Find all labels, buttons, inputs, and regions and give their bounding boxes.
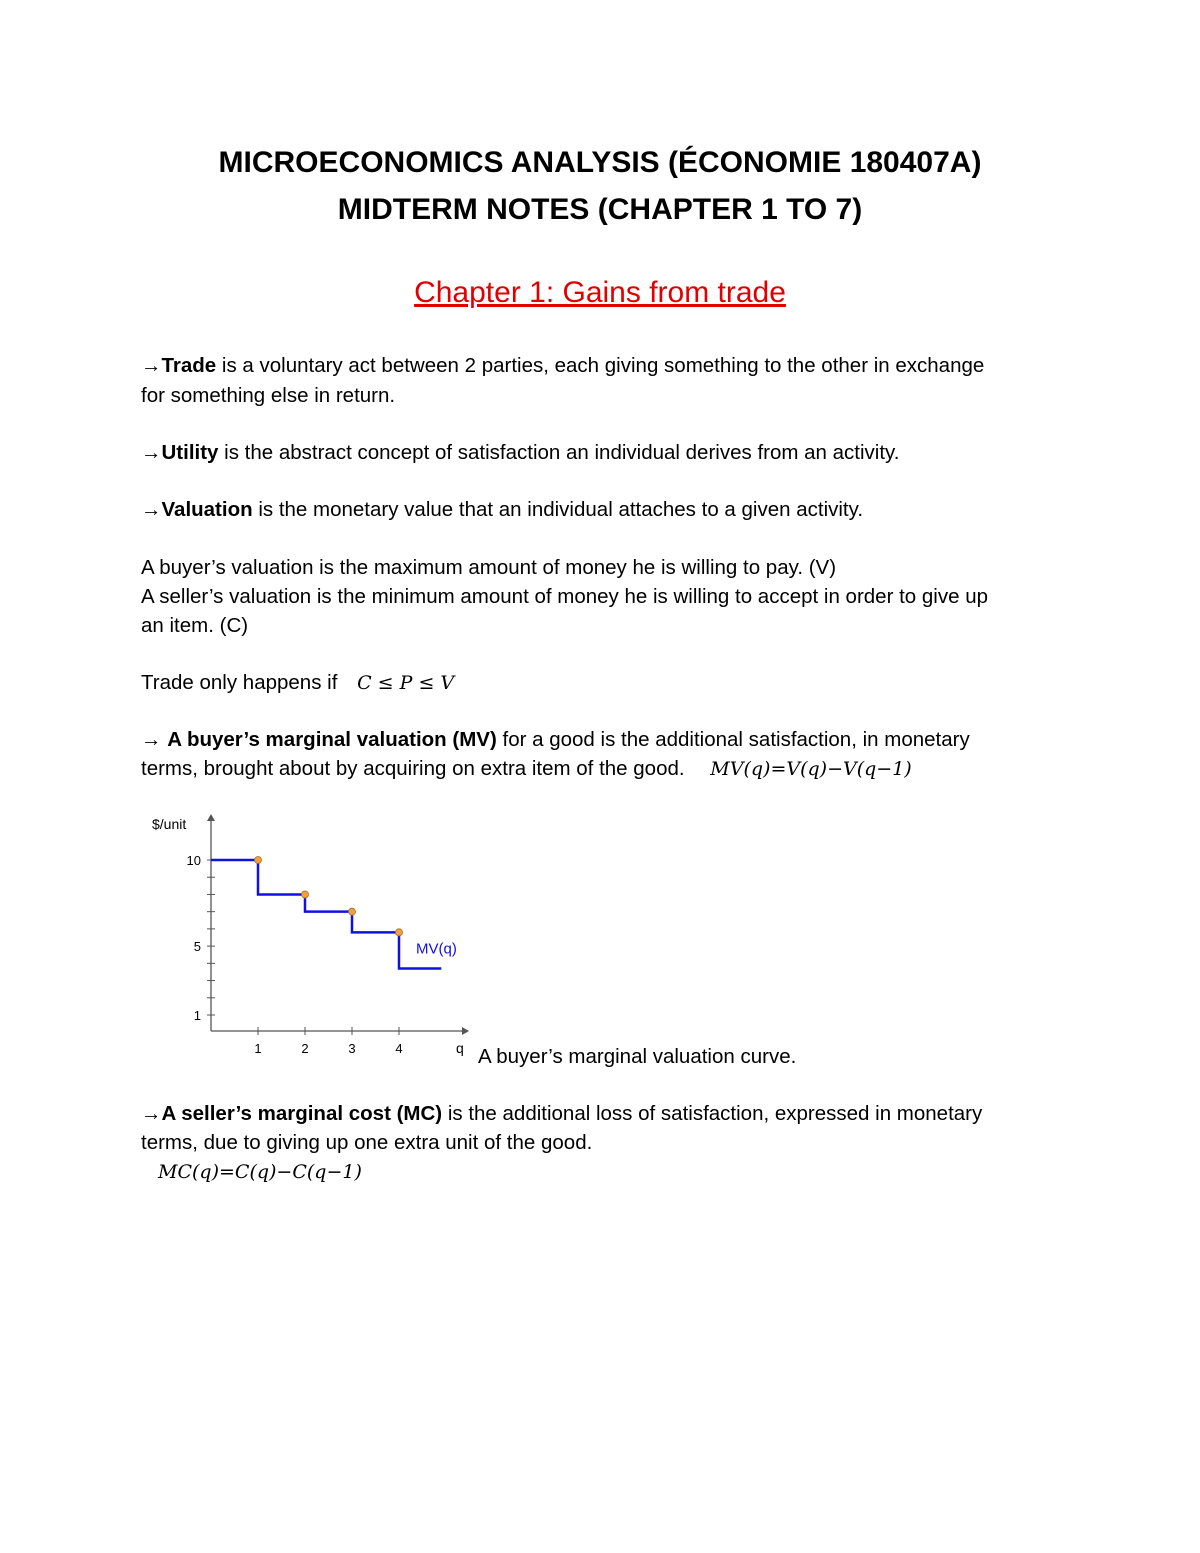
valuation-definition-text: is the monetary value that an individual attaches to a given activity. [252, 498, 864, 521]
mv-point [255, 857, 262, 864]
mc-formula-text: MC(q)=C(q)−C(q−1) [158, 1161, 362, 1183]
series-label-mv: MV(q) [416, 940, 457, 958]
document-title-line-2: MIDTERM NOTES (CHAPTER 1 TO 7) [337, 193, 863, 226]
y-tick-label: 5 [193, 939, 201, 955]
trade-condition [141, 671, 454, 695]
utility-definition-text: is the abstract concept of satisfaction an individual derives from an activity. [218, 441, 900, 464]
arrow-icon: → [141, 354, 162, 377]
mv-definition-text-2: terms, brought about by acquiring on extra item of the good. [141, 757, 685, 780]
marginal-valuation-chart [140, 810, 480, 1060]
mc-term: A seller’s marginal cost (MC) [161, 1102, 443, 1125]
mc-definition-line-2: terms, due to giving up one extra unit of the good. [141, 1131, 593, 1154]
seller-valuation-line-1: A seller’s valuation is the minimum amount of money he is willing to accept in order to give up [141, 585, 988, 608]
chapter-heading: Chapter 1: Gains from trade [414, 276, 786, 309]
trade-condition-formula: C ≤ P ≤ V [357, 672, 455, 694]
arrow-icon: → [141, 498, 162, 521]
trade-definition-line-2: for something else in return. [141, 384, 396, 407]
trade-definition-text: is a voluntary act between 2 parties, each giving something to the other in exchange [216, 354, 985, 377]
arrow-icon: → [141, 728, 162, 751]
mv-point [396, 929, 403, 936]
chart-ticks [187, 853, 403, 1056]
x-axis-arrowhead [462, 1027, 469, 1035]
mv-formula: MV(q)=V(q)−V(q−1) [710, 758, 912, 780]
x-tick-label: 3 [348, 1041, 356, 1056]
mv-point [302, 891, 309, 898]
mv-term: A buyer’s marginal valuation (MV) [167, 728, 497, 751]
x-tick-label: 2 [301, 1041, 309, 1056]
mc-definition-text: is the additional loss of satisfaction, expressed in monetary [442, 1102, 983, 1125]
trade-condition-text: Trade only happens if [141, 671, 338, 694]
y-axis-arrowhead [207, 814, 215, 821]
arrow-icon: → [141, 441, 162, 464]
figure-caption: A buyer’s marginal valuation curve. [478, 1045, 797, 1068]
mv-step-line [211, 860, 441, 969]
x-tick-label: 1 [254, 1041, 262, 1056]
document-title-line-1: MICROECONOMICS ANALYSIS (ÉCONOMIE 180407A) [218, 146, 982, 179]
trade-term: Trade [161, 354, 217, 377]
x-tick-label: 4 [395, 1041, 403, 1056]
valuation-definition [141, 498, 863, 522]
mc-formula [158, 1160, 362, 1184]
utility-definition [141, 441, 899, 465]
y-tick-label: 1 [193, 1008, 201, 1023]
utility-term: Utility [161, 441, 219, 464]
valuation-term: Valuation [161, 498, 253, 521]
mv-definition-text: for a good is the additional satisfaction, in monetary [496, 728, 970, 751]
chart-series [211, 857, 441, 969]
y-tick-label: 10 [186, 853, 201, 868]
x-axis-label: q [456, 1040, 464, 1056]
arrow-icon: → [141, 1102, 162, 1125]
mv-definition-line-1 [141, 728, 970, 752]
mv-definition-line-2 [141, 757, 912, 781]
chart-axes [207, 814, 469, 1035]
y-axis-label: $/unit [152, 816, 187, 832]
mc-definition-line-1 [141, 1102, 982, 1126]
seller-valuation-line-2: an item. (C) [141, 614, 249, 637]
trade-definition-line-1 [141, 354, 984, 378]
mv-point [349, 908, 356, 915]
buyer-valuation-text: A buyer’s valuation is the maximum amount of money he is willing to pay. (V) [141, 556, 837, 579]
